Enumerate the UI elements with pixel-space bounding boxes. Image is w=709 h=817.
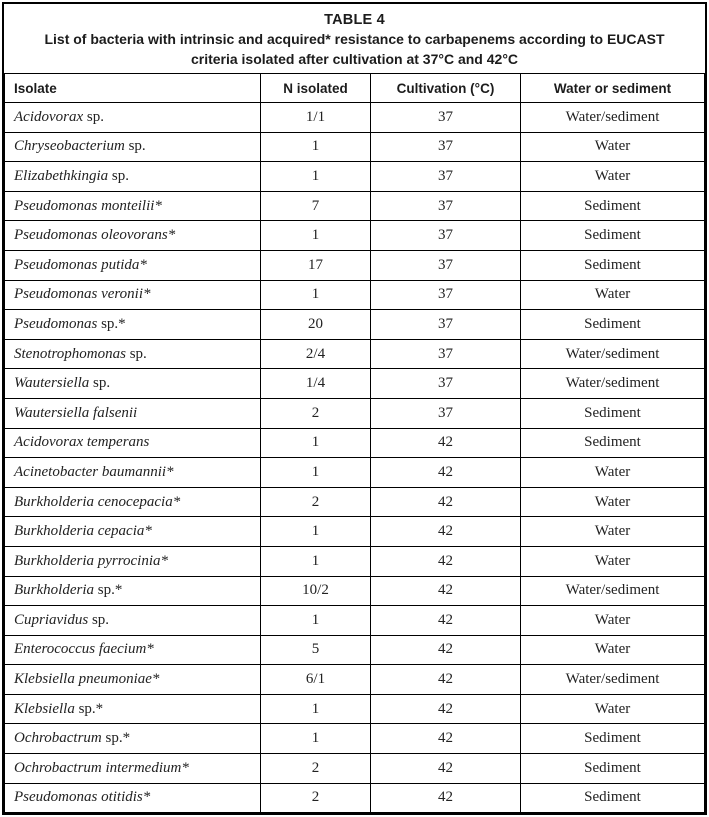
isolate-name-italic: Pseudomonas otitidis* [14, 789, 151, 806]
cultivation-cell: 37 [371, 369, 521, 399]
n-isolated-cell: 1 [261, 724, 371, 754]
cultivation-cell: 37 [371, 132, 521, 162]
isolate-cell [5, 783, 261, 813]
table-row [5, 103, 705, 133]
n-isolated-cell: 1 [261, 606, 371, 636]
water-or-sediment-cell: Water/sediment [521, 576, 705, 606]
n-isolated-cell: 1 [261, 694, 371, 724]
table-row [5, 369, 705, 399]
isolate-name-italic: Pseudomonas oleovorans* [14, 227, 176, 244]
table-row [5, 339, 705, 369]
isolate-cell [5, 280, 261, 310]
cultivation-cell: 37 [371, 398, 521, 428]
isolate-cell [5, 310, 261, 340]
table-row [5, 132, 705, 162]
table-body [5, 103, 705, 813]
isolate-cell [5, 221, 261, 251]
n-isolated-cell: 7 [261, 191, 371, 221]
water-or-sediment-cell: Sediment [521, 310, 705, 340]
isolate-name-italic: Cupriavidus [14, 611, 89, 628]
n-isolated-cell: 17 [261, 250, 371, 280]
cultivation-cell: 42 [371, 754, 521, 784]
isolate-name-italic: Stenotrophomonas [14, 345, 126, 362]
isolate-name-suffix: sp. [88, 611, 110, 628]
isolate-name-italic: Acidovorax temperans [14, 434, 150, 451]
water-or-sediment-cell: Water [521, 132, 705, 162]
table-row [5, 517, 705, 547]
isolate-cell [5, 576, 261, 606]
bacteria-table [4, 73, 705, 813]
isolate-name-italic: Acidovorax [14, 108, 84, 125]
isolate-cell [5, 517, 261, 547]
cultivation-cell: 42 [371, 635, 521, 665]
table-row [5, 428, 705, 458]
water-or-sediment-cell: Sediment [521, 398, 705, 428]
cultivation-cell: 42 [371, 665, 521, 695]
water-or-sediment-cell: Water [521, 606, 705, 636]
water-or-sediment-cell: Sediment [521, 221, 705, 251]
water-or-sediment-cell: Sediment [521, 783, 705, 813]
isolate-name-italic: Klebsiella pneumoniae* [14, 671, 160, 688]
water-or-sediment-cell: Sediment [521, 191, 705, 221]
isolate-name-italic: Wautersiella [14, 375, 90, 392]
isolate-name-italic: Pseudomonas putida* [14, 256, 147, 273]
isolate-cell [5, 339, 261, 369]
table-row [5, 310, 705, 340]
cultivation-cell: 42 [371, 576, 521, 606]
isolate-name-italic: Wautersiella falsenii [14, 404, 138, 421]
cultivation-cell: 42 [371, 783, 521, 813]
isolate-cell [5, 103, 261, 133]
isolate-cell [5, 458, 261, 488]
isolate-cell [5, 191, 261, 221]
cultivation-cell: 37 [371, 339, 521, 369]
isolate-name-suffix: sp.* [97, 315, 126, 332]
isolate-name-italic: Burkholderia cepacia* [14, 523, 152, 540]
table-row [5, 665, 705, 695]
isolate-name-italic: Ochrobactrum intermedium* [14, 759, 189, 776]
table-row [5, 783, 705, 813]
table-row [5, 221, 705, 251]
isolate-name-italic: Acinetobacter baumannii* [14, 463, 174, 480]
isolate-name-suffix: sp.* [94, 582, 123, 599]
isolate-name-italic: Enterococcus faecium* [14, 641, 154, 658]
n-isolated-cell: 1 [261, 517, 371, 547]
isolate-name-suffix: sp. [124, 138, 146, 155]
n-isolated-cell: 1/4 [261, 369, 371, 399]
cultivation-cell: 37 [371, 221, 521, 251]
cultivation-cell: 42 [371, 606, 521, 636]
isolate-cell [5, 428, 261, 458]
water-or-sediment-cell: Water/sediment [521, 665, 705, 695]
n-isolated-cell: 10/2 [261, 576, 371, 606]
table-row [5, 458, 705, 488]
isolate-cell [5, 132, 261, 162]
column-header-n-isolated: N isolated [261, 74, 371, 103]
isolate-cell [5, 665, 261, 695]
isolate-name-suffix: sp. [83, 108, 104, 125]
cultivation-cell: 42 [371, 724, 521, 754]
isolate-name-italic: Burkholderia [14, 582, 94, 599]
water-or-sediment-cell: Water [521, 517, 705, 547]
isolate-cell [5, 162, 261, 192]
table-header-row [5, 74, 705, 103]
cultivation-cell: 42 [371, 487, 521, 517]
cultivation-cell: 42 [371, 517, 521, 547]
isolate-cell [5, 606, 261, 636]
table-row [5, 724, 705, 754]
table-row [5, 694, 705, 724]
isolate-name-italic: Pseudomonas veronii* [14, 286, 151, 303]
cultivation-cell: 37 [371, 162, 521, 192]
water-or-sediment-cell: Water [521, 546, 705, 576]
cultivation-cell: 42 [371, 694, 521, 724]
n-isolated-cell: 6/1 [261, 665, 371, 695]
water-or-sediment-cell: Sediment [521, 754, 705, 784]
n-isolated-cell: 1 [261, 162, 371, 192]
n-isolated-cell: 1 [261, 132, 371, 162]
n-isolated-cell: 1/1 [261, 103, 371, 133]
isolate-name-suffix: sp.* [101, 730, 131, 747]
isolate-name-italic: Ochrobactrum [14, 730, 102, 747]
isolate-cell [5, 487, 261, 517]
isolate-cell [5, 694, 261, 724]
isolate-name-italic: Pseudomonas monteilii* [14, 197, 162, 214]
n-isolated-cell: 1 [261, 221, 371, 251]
table-row [5, 191, 705, 221]
table-row [5, 546, 705, 576]
water-or-sediment-cell: Water [521, 458, 705, 488]
isolate-cell [5, 546, 261, 576]
column-header-water-or-sediment: Water or sediment [521, 74, 705, 103]
table-row [5, 635, 705, 665]
n-isolated-cell: 2 [261, 783, 371, 813]
table-row [5, 487, 705, 517]
water-or-sediment-cell: Water/sediment [521, 103, 705, 133]
table-row [5, 754, 705, 784]
n-isolated-cell: 2/4 [261, 339, 371, 369]
table-number: TABLE 4 [324, 12, 385, 28]
cultivation-cell: 42 [371, 428, 521, 458]
water-or-sediment-cell: Water [521, 280, 705, 310]
water-or-sediment-cell: Water [521, 162, 705, 192]
cultivation-cell: 37 [371, 191, 521, 221]
isolate-name-italic: Elizabethkingia [14, 167, 109, 184]
n-isolated-cell: 2 [261, 487, 371, 517]
isolate-cell [5, 398, 261, 428]
table-row [5, 162, 705, 192]
water-or-sediment-cell: Water [521, 635, 705, 665]
water-or-sediment-cell: Water/sediment [521, 369, 705, 399]
cultivation-cell: 42 [371, 458, 521, 488]
isolate-name-suffix: sp. [89, 375, 111, 392]
isolate-name-italic: Burkholderia cenocepacia* [14, 493, 181, 510]
cultivation-cell: 37 [371, 280, 521, 310]
cultivation-cell: 37 [371, 250, 521, 280]
isolate-cell [5, 754, 261, 784]
isolate-name-italic: Pseudomonas [14, 315, 98, 332]
n-isolated-cell: 1 [261, 428, 371, 458]
n-isolated-cell: 1 [261, 546, 371, 576]
isolate-name-italic: Burkholderia pyrrocinia* [14, 552, 169, 569]
isolate-name-italic: Chryseobacterium [14, 138, 125, 155]
column-header-isolate: Isolate [5, 74, 261, 103]
n-isolated-cell: 5 [261, 635, 371, 665]
table-row [5, 576, 705, 606]
isolate-name-italic: Klebsiella [14, 700, 75, 717]
n-isolated-cell: 2 [261, 754, 371, 784]
isolate-name-suffix: sp. [108, 167, 129, 184]
column-header-cultivation: Cultivation (°C) [371, 74, 521, 103]
water-or-sediment-cell: Sediment [521, 724, 705, 754]
cultivation-cell: 42 [371, 546, 521, 576]
table-figure [2, 2, 707, 815]
water-or-sediment-cell: Sediment [521, 428, 705, 458]
n-isolated-cell: 20 [261, 310, 371, 340]
isolate-name-suffix: sp.* [74, 700, 104, 717]
table-title-line-1: List of bacteria with intrinsic and acquired* resistance to carbapenems according to EUCAST [44, 31, 665, 47]
water-or-sediment-cell: Water [521, 487, 705, 517]
cultivation-cell: 37 [371, 103, 521, 133]
isolate-cell [5, 635, 261, 665]
table-row [5, 606, 705, 636]
isolate-name-suffix: sp. [125, 345, 147, 362]
table-row [5, 398, 705, 428]
table-row [5, 280, 705, 310]
isolate-cell [5, 250, 261, 280]
water-or-sediment-cell: Water/sediment [521, 339, 705, 369]
n-isolated-cell: 1 [261, 458, 371, 488]
n-isolated-cell: 2 [261, 398, 371, 428]
n-isolated-cell: 1 [261, 280, 371, 310]
isolate-cell [5, 369, 261, 399]
water-or-sediment-cell: Water [521, 694, 705, 724]
table-title-line-2: criteria isolated after cultivation at 37°C and 42°C [190, 50, 519, 67]
table-caption [4, 4, 705, 73]
isolate-cell [5, 724, 261, 754]
cultivation-cell: 37 [371, 310, 521, 340]
water-or-sediment-cell: Sediment [521, 250, 705, 280]
table-row [5, 250, 705, 280]
